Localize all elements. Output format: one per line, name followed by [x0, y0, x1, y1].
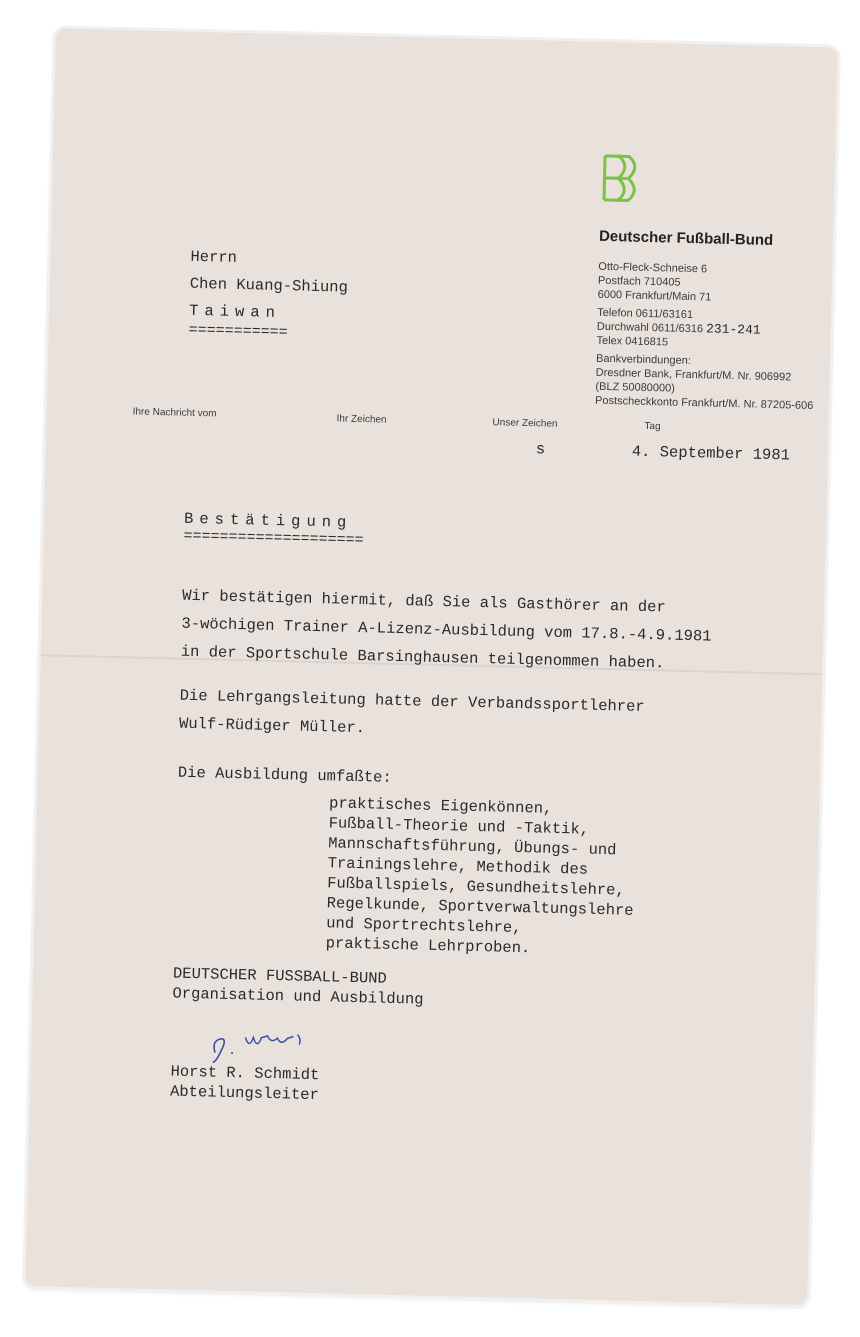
recipient-country: Taiwan [188, 301, 282, 322]
letter-sheet [25, 28, 838, 1305]
signer-title: Abteilungsleiter [169, 1082, 320, 1105]
curriculum-list [325, 793, 636, 960]
address-line: Telex 0416815 [596, 334, 669, 349]
closing-org-name: DEUTSCHER FUSSBALL-BUND [172, 964, 388, 988]
extension-handwritten: 231-241 [705, 321, 761, 338]
org-name: Deutscher Fußball-Bund [598, 227, 774, 250]
body-paragraph-2 [179, 682, 645, 749]
address-line: (BLZ 50080000) [595, 380, 676, 395]
signer-name: Horst R. Schmidt [170, 1062, 320, 1085]
curriculum-item: Trainingslehre, Methodik des [327, 854, 589, 879]
label-ihr-zeichen: Ihr Zeichen [336, 413, 387, 426]
letterhead-address [595, 260, 817, 413]
signer-block [170, 1062, 320, 1106]
curriculum-intro: Die Ausbildung umfaßte: [177, 763, 392, 787]
letter-date: 4. September 1981 [631, 442, 791, 465]
address-line: 6000 Frankfurt/Main 71 [597, 288, 712, 304]
closing-org [172, 964, 424, 1010]
body-line: in der Sportschule Barsinghausen teilgenommen haben. [180, 642, 665, 673]
curriculum-item: Regelkunde, Sportverwaltungslehre [326, 894, 634, 920]
body-line: 3-wöchigen Trainer A-Lizenz-Ausbildung vom 17.8.-4.9.1981 [181, 614, 712, 646]
curriculum-item: Mannschaftsführung, Übungs- und [327, 834, 617, 860]
subject-block [183, 510, 364, 550]
subject-underline: ==================== [183, 527, 364, 550]
address-line: Postscheckkonto Frankfurt/M. Nr. 87205-606 [594, 394, 814, 413]
curriculum-item: Fußballspiels, Gesundheitslehre, [326, 874, 625, 900]
curriculum-item: und Sportrechtslehre, [325, 914, 522, 938]
label-tag: Tag [644, 420, 661, 433]
closing-department: Organisation und Ausbildung [172, 984, 424, 1009]
unser-zeichen-value: s [535, 440, 546, 459]
address-line-durchwahl: Durchwahl 0611/6316 231-241 [596, 320, 761, 338]
subject-title: Bestätigung [183, 509, 353, 532]
body-line: Wir bestätigen hiermit, daß Sie als Gasthörer an der [181, 586, 666, 617]
label-unser-zeichen: Unser Zeichen [492, 417, 558, 430]
address-line: Otto-Fleck-Schneise 6 [598, 260, 708, 276]
body-line: Die Lehrgangsleitung hatte der Verbandssportlehrer [179, 686, 645, 717]
dfb-logo-icon [600, 152, 645, 205]
address-line: Dresdner Bank, Frankfurt/M. Nr. 906992 [595, 366, 792, 384]
recipient-salutation: Herrn [190, 247, 238, 267]
recipient-name: Chen Kuang-Shiung [189, 274, 349, 297]
address-line: Telefon 0611/63161 [597, 306, 694, 322]
body-line: Wulf-Rüdiger Müller. [178, 714, 366, 738]
recipient-underline: =========== [188, 321, 288, 342]
address-line: Bankverbindungen: [595, 352, 692, 368]
curriculum-item: Fußball-Theorie und -Taktik, [328, 814, 590, 839]
curriculum-item: praktisches Eigenkönnen, [328, 794, 553, 818]
body-paragraph-1 [180, 582, 712, 679]
address-line: Postfach 710405 [597, 274, 681, 289]
recipient-block [189, 244, 349, 341]
label-ihre-nachricht: Ihre Nachricht vom [132, 406, 217, 420]
curriculum-item: praktische Lehrproben. [325, 934, 531, 958]
